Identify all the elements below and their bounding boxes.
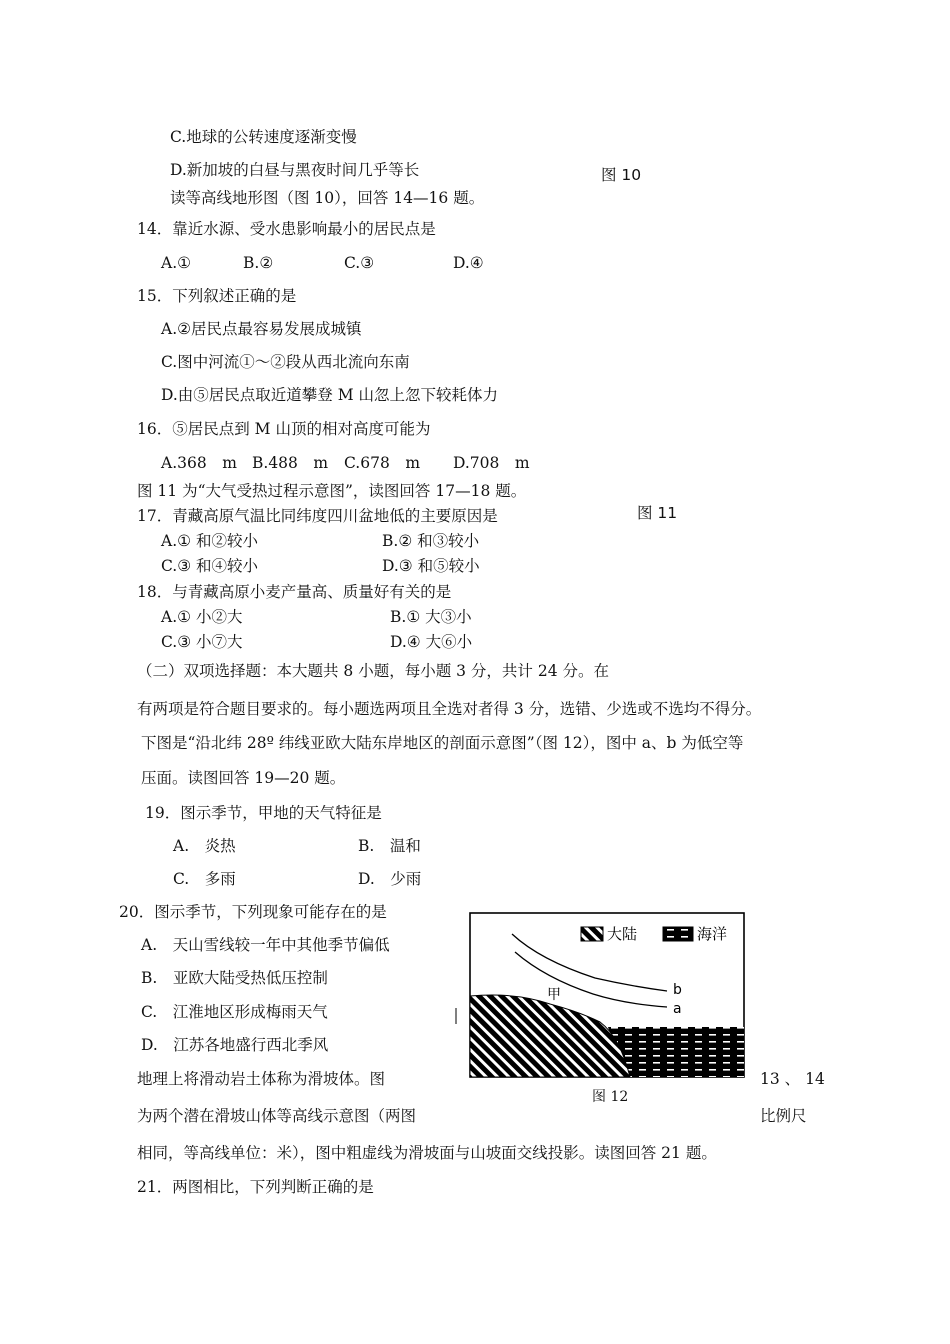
question-16: 16．⑤居民点到 M 山顶的相对高度可能为 (137, 420, 431, 438)
landslide-intro-line2-right: 比例尺 (760, 1107, 807, 1125)
q16-option-d: D.708 m (453, 454, 530, 472)
question-14: 14．靠近水源、受水患影响最小的居民点是 (137, 220, 436, 238)
q19-option-c: C. 多雨 (173, 870, 236, 888)
q16-option-a: A.368 m (161, 454, 237, 472)
section-2-heading: （二）双项选择题：本大题共 8 小题，每小题 3 分，共计 24 分。在 (137, 662, 610, 680)
option-d-singapore: D.新加坡的白昼与黑夜时间几乎等长 (170, 161, 420, 179)
option-c-orbit-speed: C.地球的公转速度逐渐变慢 (170, 128, 357, 146)
q14-option-b: B.② (243, 254, 274, 272)
q16-option-b: B.488 m (252, 454, 329, 472)
question-19: 19．图示季节，甲地的天气特征是 (145, 804, 382, 822)
q19-option-a: A. 炎热 (173, 837, 236, 855)
q20-option-b: B. 亚欧大陆受热低压控制 (141, 969, 328, 987)
label-a: a (673, 1001, 682, 1017)
question-21: 21．两图相比，下列判断正确的是 (137, 1178, 374, 1196)
fig12-instruction-line1: 下图是“沿北纬 28º 纬线亚欧大陆东岸地区的剖面示意图”（图 12），图中 a、b 为低空等 (141, 734, 744, 752)
q15-option-a: A.②居民点最容易发展成城镇 (161, 320, 362, 338)
q17-option-c: C.③ 和④较小 (161, 557, 259, 575)
q15-option-c: C.图中河流①～②段从西北流向东南 (161, 353, 410, 371)
q14-option-a: A.① (161, 254, 192, 272)
section-2-rules: 有两项是符合题目要求的。每小题选两项且全选对者得 3 分，选错、少选或不选均不得分。 (137, 700, 762, 718)
q15-option-d: D.由⑤居民点取近道攀登 M 山忽上忽下较耗体力 (161, 386, 499, 404)
landslide-intro-line1-right: 13 、 14 (760, 1070, 825, 1088)
legend-land-label: 大陆 (607, 925, 638, 943)
q16-option-c: C.678 m (344, 454, 421, 472)
q17-option-b: B.② 和③较小 (382, 532, 480, 550)
q17-option-a: A.① 和②较小 (161, 532, 258, 550)
label-b: b (673, 982, 682, 998)
q14-option-d: D.④ (453, 254, 484, 272)
legend-ocean-swatch (663, 927, 693, 941)
q19-option-d: D. 少雨 (358, 870, 422, 888)
q19-option-b: B. 温和 (358, 837, 421, 855)
legend-ocean-label: 海洋 (697, 925, 728, 943)
figure-11-label: 图 11 (637, 504, 678, 522)
landslide-intro-line3: 相同，等高线单位：米），图中粗虚线为滑坡面与山坡面交线投影。读图回答 21 题。 (137, 1144, 717, 1162)
q20-option-c: C. 江淮地区形成梅雨天气 (141, 1003, 328, 1021)
landslide-intro-line2: 为两个潜在滑坡山体等高线示意图（两图 (137, 1107, 417, 1125)
question-20: 20．图示季节，下列现象可能存在的是 (119, 903, 387, 921)
q17-option-d: D.③ 和⑤较小 (382, 557, 480, 575)
q20-option-a: A. 天山雪线较一年中其他季节偏低 (141, 936, 390, 954)
label-jia: 甲 (547, 987, 561, 1003)
fig10-instruction: 读等高线地形图（图 10），回答 14—16 题。 (170, 189, 485, 207)
q20-option-d: D. 江苏各地盛行西北季风 (141, 1036, 329, 1054)
q18-option-b: B.① 大③小 (390, 608, 472, 626)
landslide-intro-line1: 地理上将滑动岩土体称为滑坡体。图 (137, 1070, 386, 1088)
fig12-instruction-line2: 压面。读图回答 19—20 题。 (141, 769, 346, 787)
question-18: 18．与青藏高原小麦产量高、质量好有关的是 (137, 583, 452, 601)
figure-12-diagram (455, 912, 755, 1112)
q18-option-c: C.③ 小⑦大 (161, 633, 243, 651)
q14-option-c: C.③ (344, 254, 375, 272)
figure-12-label: 图 12 (592, 1089, 629, 1105)
question-17: 17．青藏高原气温比同纬度四川盆地低的主要原因是 (137, 507, 498, 525)
legend-land-swatch (581, 927, 603, 941)
fig11-instruction: 图 11 为“大气受热过程示意图”，读图回答 17—18 题。 (137, 482, 527, 500)
q18-option-a: A.① 小②大 (161, 608, 243, 626)
q18-option-d: D.④ 大⑥小 (390, 633, 473, 651)
question-15: 15．下列叙述正确的是 (137, 287, 297, 305)
figure-10-label: 图 10 (601, 166, 642, 184)
